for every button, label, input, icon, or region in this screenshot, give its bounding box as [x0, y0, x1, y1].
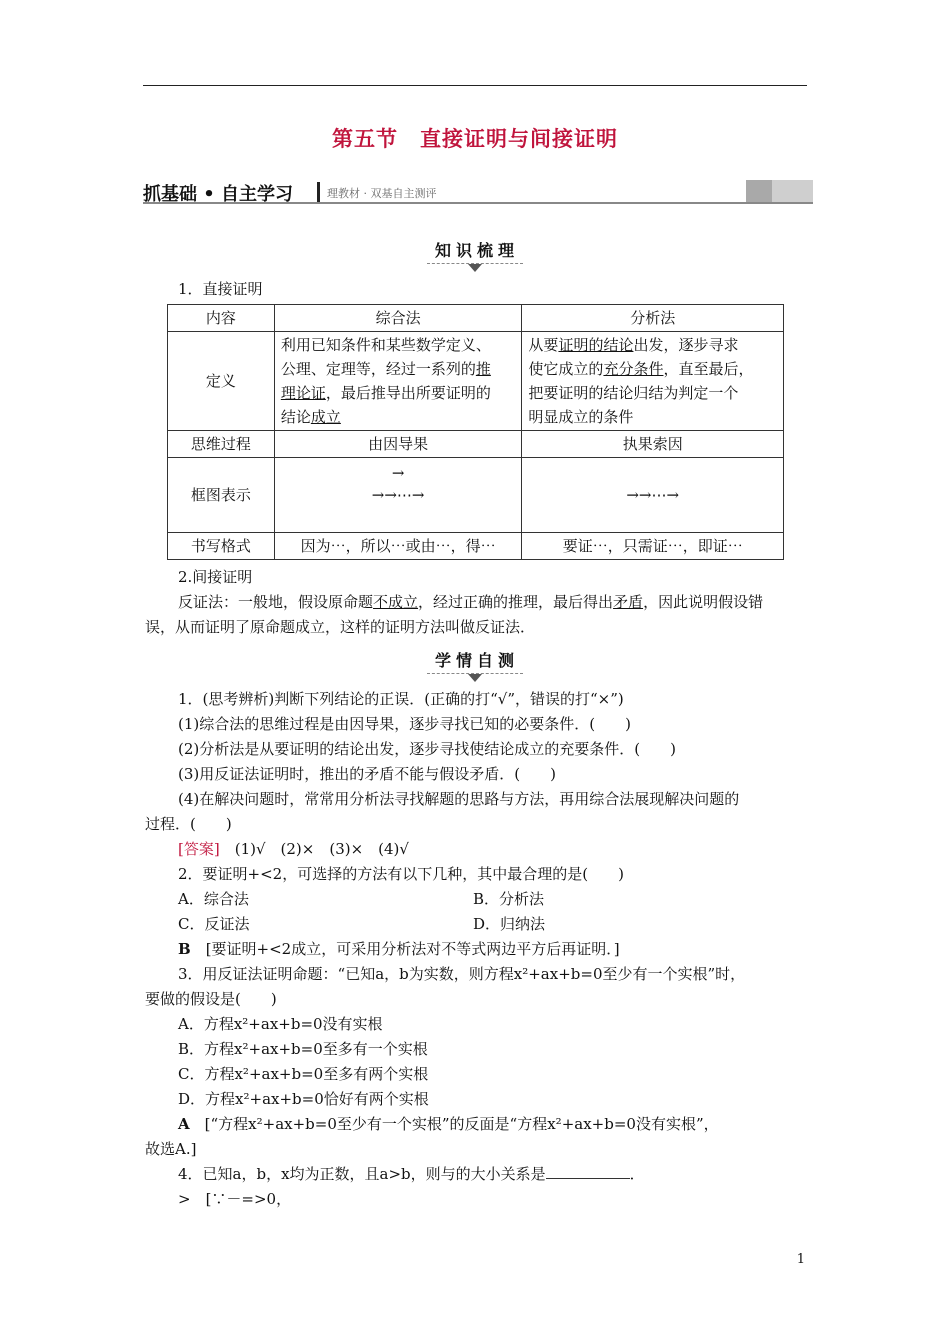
question-1-4: (4)在解决问题时，常常用分析法寻找解题的思路与方法，再用综合法展现解决问题的	[178, 790, 740, 808]
analysis-definition: 从要证明的结论出发，逐步寻求 使它成立的充分条件，直至最后， 把要证明的结论归结为判定一个 明显成立的条件	[522, 332, 784, 431]
answer-2: B [要证明+<2成立，可采用分析法对不等式两边平方后再证明．]	[178, 940, 620, 958]
banner-divider	[317, 182, 320, 202]
option-c: C．方程x²+ax+b=0至多有两个实根	[178, 1065, 429, 1083]
table-row-thinking	[168, 431, 784, 458]
analysis-thinking: 执果索因	[522, 431, 784, 458]
comparison-table	[167, 304, 784, 560]
option-d: D．归纳法	[473, 915, 546, 933]
table-header: 综合法	[274, 305, 522, 332]
row-label: 框图表示	[168, 458, 275, 533]
banner-title: 抓基础 • 自主学习	[143, 184, 294, 205]
synthesis-format: 因为⋯，所以⋯或由⋯，得⋯	[274, 533, 522, 560]
question-1-4-cont: 过程．( )	[145, 815, 232, 833]
question-1: 1．(思考辨析)判断下列结论的正误．(正确的打“√”，错误的打“×”)	[178, 690, 624, 708]
row-label: 思维过程	[168, 431, 275, 458]
analysis-format: 要证⋯，只需证⋯，即证⋯	[522, 533, 784, 560]
synthesis-definition: 利用已知条件和某些数学定义、 公理、定理等，经过一系列的推 理论证，最后推导出所要证明的 结论成立	[274, 332, 522, 431]
section-banner	[143, 180, 813, 203]
section-title: 第五节 直接证明与间接证明	[332, 127, 618, 151]
question-4: 4．已知a，b，x均为正数，且a>b，则与的大小关系是 ．	[178, 1165, 645, 1183]
answer-3: A [“方程x²+ax+b=0至少有一个实根”的反面是“方程x²+ax+b=0没有实根”，	[178, 1115, 719, 1133]
table-header: 分析法	[522, 305, 784, 332]
option-d: D．方程x²+ax+b=0恰好有两个实根	[178, 1090, 429, 1108]
question-1-2: (2)分析法是从要证明的结论出发，逐步寻找使结论成立的充要条件．( )	[178, 740, 676, 758]
option-b: B．分析法	[473, 890, 545, 908]
page-number: 1	[796, 1252, 805, 1267]
indirect-text-line1: 反证法：一般地，假设原命题不成立，经过正确的推理，最后得出矛盾，因此说明假设错	[178, 593, 764, 611]
answer-4: > [∵－=>0，	[178, 1190, 292, 1208]
answer-3-cont: 故选A.]	[145, 1140, 197, 1158]
selftest-heading: 学情自测	[0, 648, 950, 682]
knowledge-heading: 知识梳理	[0, 238, 950, 272]
synthesis-diagram: → →→⋯→	[274, 458, 522, 533]
answer-label: [答案]	[178, 840, 220, 858]
banner-subtitle: 理教材 · 双基自主测评	[327, 187, 437, 200]
option-b: B．方程x²+ax+b=0至多有一个实根	[178, 1040, 428, 1058]
analysis-diagram: →→⋯→	[522, 458, 784, 533]
question-1-3: (3)用反证法证明时，推出的矛盾不能与假设矛盾．( )	[178, 765, 556, 783]
table-row-definition	[168, 332, 784, 431]
banner-underline	[143, 202, 813, 204]
indirect-text-line2: 误，从而证明了原命题成立，这样的证明方法叫做反证法．	[145, 618, 536, 636]
question-3: 3．用反证法证明命题：“已知a，b为实数，则方程x²+ax+b=0至少有一个实根”时，	[178, 965, 746, 983]
question-1-1: (1)综合法的思维过程是由因导果，逐步寻找已知的必要条件．( )	[178, 715, 631, 733]
synthesis-thinking: 由因导果	[274, 431, 522, 458]
answer-1: [答案] (1)√ (2)× (3)× (4)√	[178, 840, 409, 858]
item-indirect-proof: 2.间接证明	[178, 568, 253, 586]
question-2: 2．要证明+<2，可选择的方法有以下几种，其中最合理的是( )	[178, 865, 624, 883]
option-c: C．反证法	[178, 915, 250, 933]
table-header-row	[168, 305, 784, 332]
row-label: 书写格式	[168, 533, 275, 560]
item-direct-proof: 1．直接证明	[178, 280, 263, 298]
banner-decoration	[746, 180, 813, 203]
table-row-format	[168, 533, 784, 560]
top-rule	[143, 85, 807, 86]
row-label: 定义	[168, 332, 275, 431]
answer-blank	[546, 1164, 630, 1179]
question-3-cont: 要做的假设是( )	[145, 990, 277, 1008]
option-a: A．综合法	[178, 890, 249, 908]
table-header: 内容	[168, 305, 275, 332]
option-a: A．方程x²+ax+b=0没有实根	[178, 1015, 383, 1033]
arrow-down-icon	[468, 674, 482, 682]
arrow-down-icon	[468, 264, 482, 272]
table-row-diagram	[168, 458, 784, 533]
